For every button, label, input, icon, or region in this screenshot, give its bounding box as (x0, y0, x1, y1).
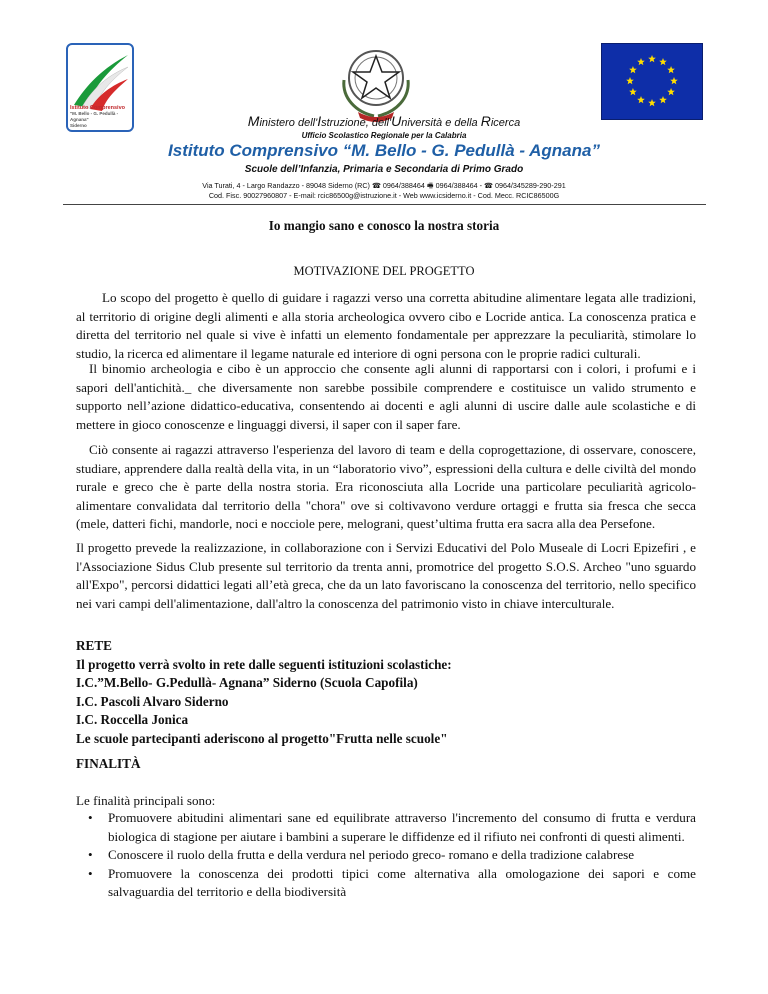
logo-left-line: Siderno (70, 123, 87, 128)
logo-left-line: Istituto Comprensivo (70, 105, 126, 111)
codes-line: Cod. Fisc. 90027960807 - E-mail: rcic86500g@istruzione.it - Web www.icsiderno.it - Cod. Mecc. RCIC86500G (208, 191, 560, 200)
eu-star-icon (648, 99, 656, 106)
eu-star-icon (670, 77, 678, 84)
finalita-intro: Le finalità principali sono: (76, 793, 216, 808)
finalita-list (76, 809, 696, 902)
list-item: • Promuovere abitudini alimentari sane ed equilibrate attraverso l'incremento del consumo di frutta e verdura biologica di stagione per aiutare i bambini a superare le diffidenze ed il rifiuto nei confronti di questi alimenti. (76, 809, 696, 846)
eu-star-icon (659, 96, 667, 103)
rete-line: Le scuole partecipanti aderiscono al progetto"Frutta nelle scuole" (76, 730, 448, 746)
eu-star-icon (629, 66, 637, 73)
paragraph: Il progetto prevede la realizzazione, in collaborazione con i Servizi Educativi del Polo Museale di Locri Epizefiri , e l'Associazione Sidus Club presente sul territorio da trenta anni, promotrice del progetto S.O.S. Archeo "uno sguardo all'Expo", percorsi didattici legati all’età greca, che da un lato favoriscano la conoscenza del territorio, nello specifico nei vari campi dell'alimentazione, dall'altro la conoscenza del patrimonio visto in chiave interculturale. (76, 540, 696, 611)
header-divider (63, 204, 706, 205)
eu-star-icon (629, 88, 637, 95)
eu-star-icon (667, 88, 675, 95)
eu-flag-icon (601, 43, 703, 120)
paragraph: Lo scopo del progetto è quello di guidare i ragazzi verso una corretta abitudine alimentare legata alle tradizioni, al territorio di origine degli alimenti e alla storia archeologica ovvero cibo e Locride antica. La conoscenza pratica e diretta del territorio nel quale si vive è infatti un elemento fondamentale per apprezzare la peculiarità, stimolare lo studio, la ricerca ed alimentare il legame naturale ed interiore di ogni persona con le proprie radici culturali. (76, 290, 696, 361)
eu-star-icon (637, 96, 645, 103)
paragraph: Ciò consente ai ragazzi attraverso l'esperienza del lavoro di team e della coprogettazione, di osservare, conoscere, studiare, apprendere dalla realtà della vita, in un “laboratorio vivo”, espressioni della cultura e delle civiltà del mondo rurale e greco che è parte della nostra storia. Era riconosciuta alla Locride una particolare peculiarità agricolo-alimentare convalidata dal territorio della "chora" ove si coltivavono verdure ortaggi e frutta sia fresca che secca (mele, datteri fichi, mandorle, noci e nocciole pere, melograni, quest’ultima frutta era sacra alla dea Persefone. (76, 442, 696, 532)
list-item: • Promuovere la conoscenza dei prodotti tipici come alternativa alla omologazione dei sapori e come salvaguardia del territorio e della biodiversità (76, 865, 696, 902)
schools-line: Scuole dell’Infanzia, Primaria e Secondaria di Primo Grado (244, 164, 524, 175)
section-heading-finalita: FINALITÀ (76, 756, 141, 771)
eu-star-icon (648, 55, 656, 62)
ministry-line: Ministero dell'Istruzione, dell'Università e della Ricerca (247, 113, 521, 129)
office-line: Ufficio Scolastico Regionale per la Calabria (301, 131, 467, 140)
rete-line: I.C. Pascoli Alvaro Siderno (76, 693, 229, 709)
rete-line: I.C. Roccella Jonica (76, 712, 189, 728)
section-heading-motivazione: MOTIVAZIONE DEL PROGETTO (293, 264, 475, 278)
eu-star-icon (659, 58, 667, 65)
rete-line: I.C.”M.Bello- G.Pedullà- Agnana” Siderno (Scuola Capofila) (76, 675, 418, 691)
list-item: • Conoscere il ruolo della frutta e della verdura nel periodo greco- romano e della tradizione calabrese (76, 846, 696, 865)
document-title: Io mangio sano e conosco la nostra storia (268, 218, 500, 233)
rete-line: Il progetto verrà svolto in rete dalle seguenti istituzioni scolastiche: (76, 656, 452, 672)
eu-star-icon (667, 66, 675, 73)
institute-name: Istituto Comprensivo “M. Bello - G. Pedullà - Agnana” (168, 141, 600, 160)
eu-star-icon (637, 58, 645, 65)
address-line: Via Turati, 4 - Largo Randazzo - 89048 Siderno (RC) ☎ 0964/388464 🖷 0964/388464 - ☎ 0964/345289-290-291 (202, 181, 566, 190)
eu-star-icon (626, 77, 634, 84)
paragraph: Il binomio archeologia e cibo è un approccio che consente agli alunni di rapportarsi con i colori, i profumi e i sapori dell'antichità._ che diversamente non sarebbe possibile comprendere e costituisce un valido strumento e supporto nell’azione didattico-educativa, consentendo ai docenti e agli alunni di uscire dalle aule scolastiche e di mettere in gioco conoscenze e linguaggi diversi, il saper con il saper fare. (76, 361, 696, 432)
italian-republic-emblem-icon (336, 40, 416, 122)
section-heading-rete: RETE (76, 638, 112, 653)
rete-section (76, 637, 716, 749)
logo-left-line: "M. Bello - G. Pedullà - Agnana" (70, 111, 119, 122)
